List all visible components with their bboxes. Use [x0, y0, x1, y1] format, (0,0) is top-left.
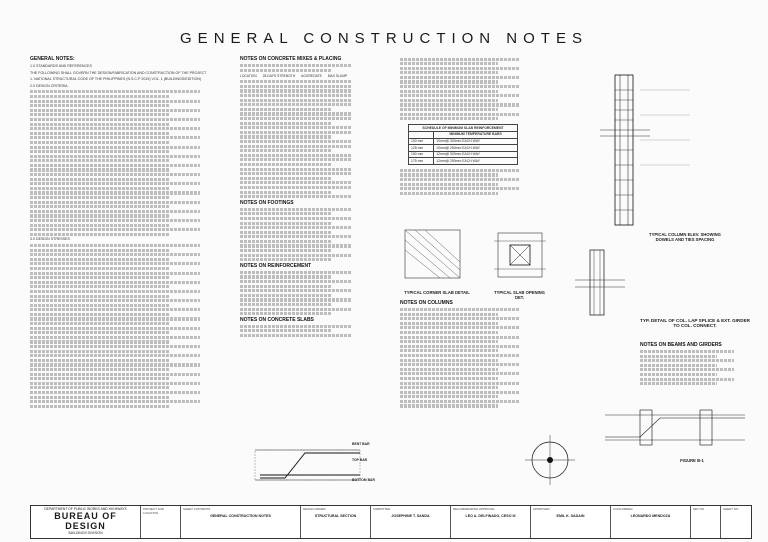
approved-cell — [531, 506, 611, 538]
sheet-contents-value: GENERAL CONSTRUCTION NOTES — [210, 514, 271, 518]
schedule-header-thickness — [409, 131, 434, 138]
mix-col-aggregate: AGGREGATE — [301, 73, 322, 78]
page-title: GENERAL CONSTRUCTION NOTES — [180, 30, 588, 47]
general-notes-heading: GENERAL NOTES: — [30, 56, 75, 62]
approved-label: APPROVED — [533, 507, 550, 511]
mix-table-header — [240, 74, 370, 79]
column-elevation-diagram — [580, 70, 700, 230]
schedule-title: SCHEDULE OF MINIMUM SLAB REINFORCEMENT — [409, 125, 518, 132]
sheet-no-label: SHEET NO. — [723, 507, 740, 511]
general-notes-column — [30, 56, 230, 409]
project-cell — [141, 506, 181, 538]
set-no-cell — [691, 506, 721, 538]
column-cross-section-diagram — [520, 430, 580, 490]
design-label: DESIGN ADDED — [303, 507, 326, 511]
table-row: 175 mm 12mm@ 250mm EACH WAY — [409, 158, 518, 165]
design-cell — [301, 506, 371, 538]
mix-col-location: LOCATION — [240, 73, 257, 78]
standards-line1: THE FOLLOWING SHALL GOVERN THE DESIGN/FABRICATION AND CONSTRUCTION OF THE PROJECT — [30, 70, 207, 75]
standards-line2: 1. NATIONAL STRUCTURAL CODE OF THE PHILIPPINES (N.S.C.P 2015) VOL. 1 (BUILDINGS/EDITION) — [30, 77, 202, 82]
project-label: PROJECT AND LOCATION — [143, 507, 164, 515]
beams-heading: NOTES ON BEAMS AND GIRDERS — [640, 342, 722, 348]
slabs-heading: NOTES ON CONCRETE SLABS — [240, 316, 314, 323]
reinforcement-heading: NOTES ON REINFORCEMENT — [240, 262, 312, 269]
slab-opening-diagram — [490, 225, 550, 285]
standards-heading: 1.0 STANDARDS AND REFERENCES — [30, 64, 92, 68]
lap-splice-diagram — [570, 245, 630, 320]
sheet-no-cell — [721, 506, 751, 538]
agency-name: BUREAU OF DESIGN — [54, 511, 117, 531]
set-no-label: SET NO. — [693, 507, 705, 511]
recommending-value: LEO A. DELFINADO, CESO III — [465, 514, 516, 518]
column-elevation-caption: TYPICAL COLUMN ELEV. SHOWING DOWELS AND TIES SPACING — [649, 232, 721, 242]
sheet-contents-cell — [181, 506, 301, 538]
schedule-header-bars: MINIMUM TEMPERATURE BARS — [434, 131, 518, 138]
concrete-mixes-heading: NOTES ON CONCRETE MIXES & PLACING — [240, 56, 342, 62]
recommending-cell — [451, 506, 531, 538]
figure-caption: FIGURE B-1 — [680, 458, 704, 463]
submitted-label: SUBMITTED — [373, 507, 391, 511]
footings-heading: NOTES ON FOOTINGS — [240, 199, 294, 206]
beams-notes-column — [640, 342, 750, 387]
submitted-cell — [371, 506, 451, 538]
corner-slab-caption: TYPICAL CORNER SLAB DETAIL — [404, 290, 470, 295]
table-row: 150 mm 12mm@ 300mm EACH WAY — [409, 151, 518, 158]
mix-col-slump: MAX SLUMP — [327, 73, 348, 78]
submitted-value: JOSEPHINE T. SANDA — [391, 514, 430, 518]
corner-slab-diagram — [400, 225, 470, 285]
columns-heading: NOTES ON COLUMNS — [400, 300, 453, 306]
agency-cell — [31, 506, 141, 538]
slab-reinforcement-schedule — [408, 124, 518, 165]
concurred-value: LEONARDO MENDOZA — [630, 514, 671, 518]
title-block — [30, 505, 752, 539]
design-stresses-heading: 3.0 DESIGN STRESSES — [30, 237, 70, 242]
lap-splice-caption: TYP. DETAIL OF COL. LAP SPLICE & EXT. GIRDER TO COL. CONNECT. — [640, 318, 750, 328]
agency-division: BUILDINGS DIVISION — [68, 531, 103, 535]
agency-department: DEPARTMENT OF PUBLIC WORKS AND HIGHWAYS — [44, 507, 127, 511]
bent-bar-label: BENT BAR — [352, 442, 370, 446]
slab-opening-caption: TYPICAL SLAB OPENING DET. — [494, 290, 545, 300]
table-row: 100 mm 10mm@ 300mm EACH WAY — [409, 138, 518, 145]
figure-b1-diagram — [600, 400, 750, 455]
slab-notes-column — [400, 56, 540, 196]
sheet-contents-label: SHEET CONTENTS — [183, 507, 211, 511]
approved-value: EMIL K. SADAIN — [556, 514, 585, 518]
concurred-label: CONCURRED — [613, 507, 633, 511]
recommending-label: RECOMMENDING APPROVAL — [453, 507, 495, 511]
design-criteria-heading: 2.0 DESIGN CRITERIA — [30, 83, 68, 88]
table-row: 125 mm 10mm@ 250mm EACH WAY — [409, 145, 518, 152]
concrete-notes-column — [240, 56, 370, 339]
columns-notes-column — [400, 300, 540, 409]
concurred-cell — [611, 506, 691, 538]
bottom-bar-label: BOTTOM BAR — [352, 478, 375, 482]
top-bar-label: TOP BAR — [352, 458, 368, 462]
mix-col-strength: 28-DAYS STRENGTH — [262, 73, 296, 78]
design-value: STRUCTURAL SECTION — [314, 514, 357, 518]
bent-bar-diagram — [250, 440, 370, 495]
